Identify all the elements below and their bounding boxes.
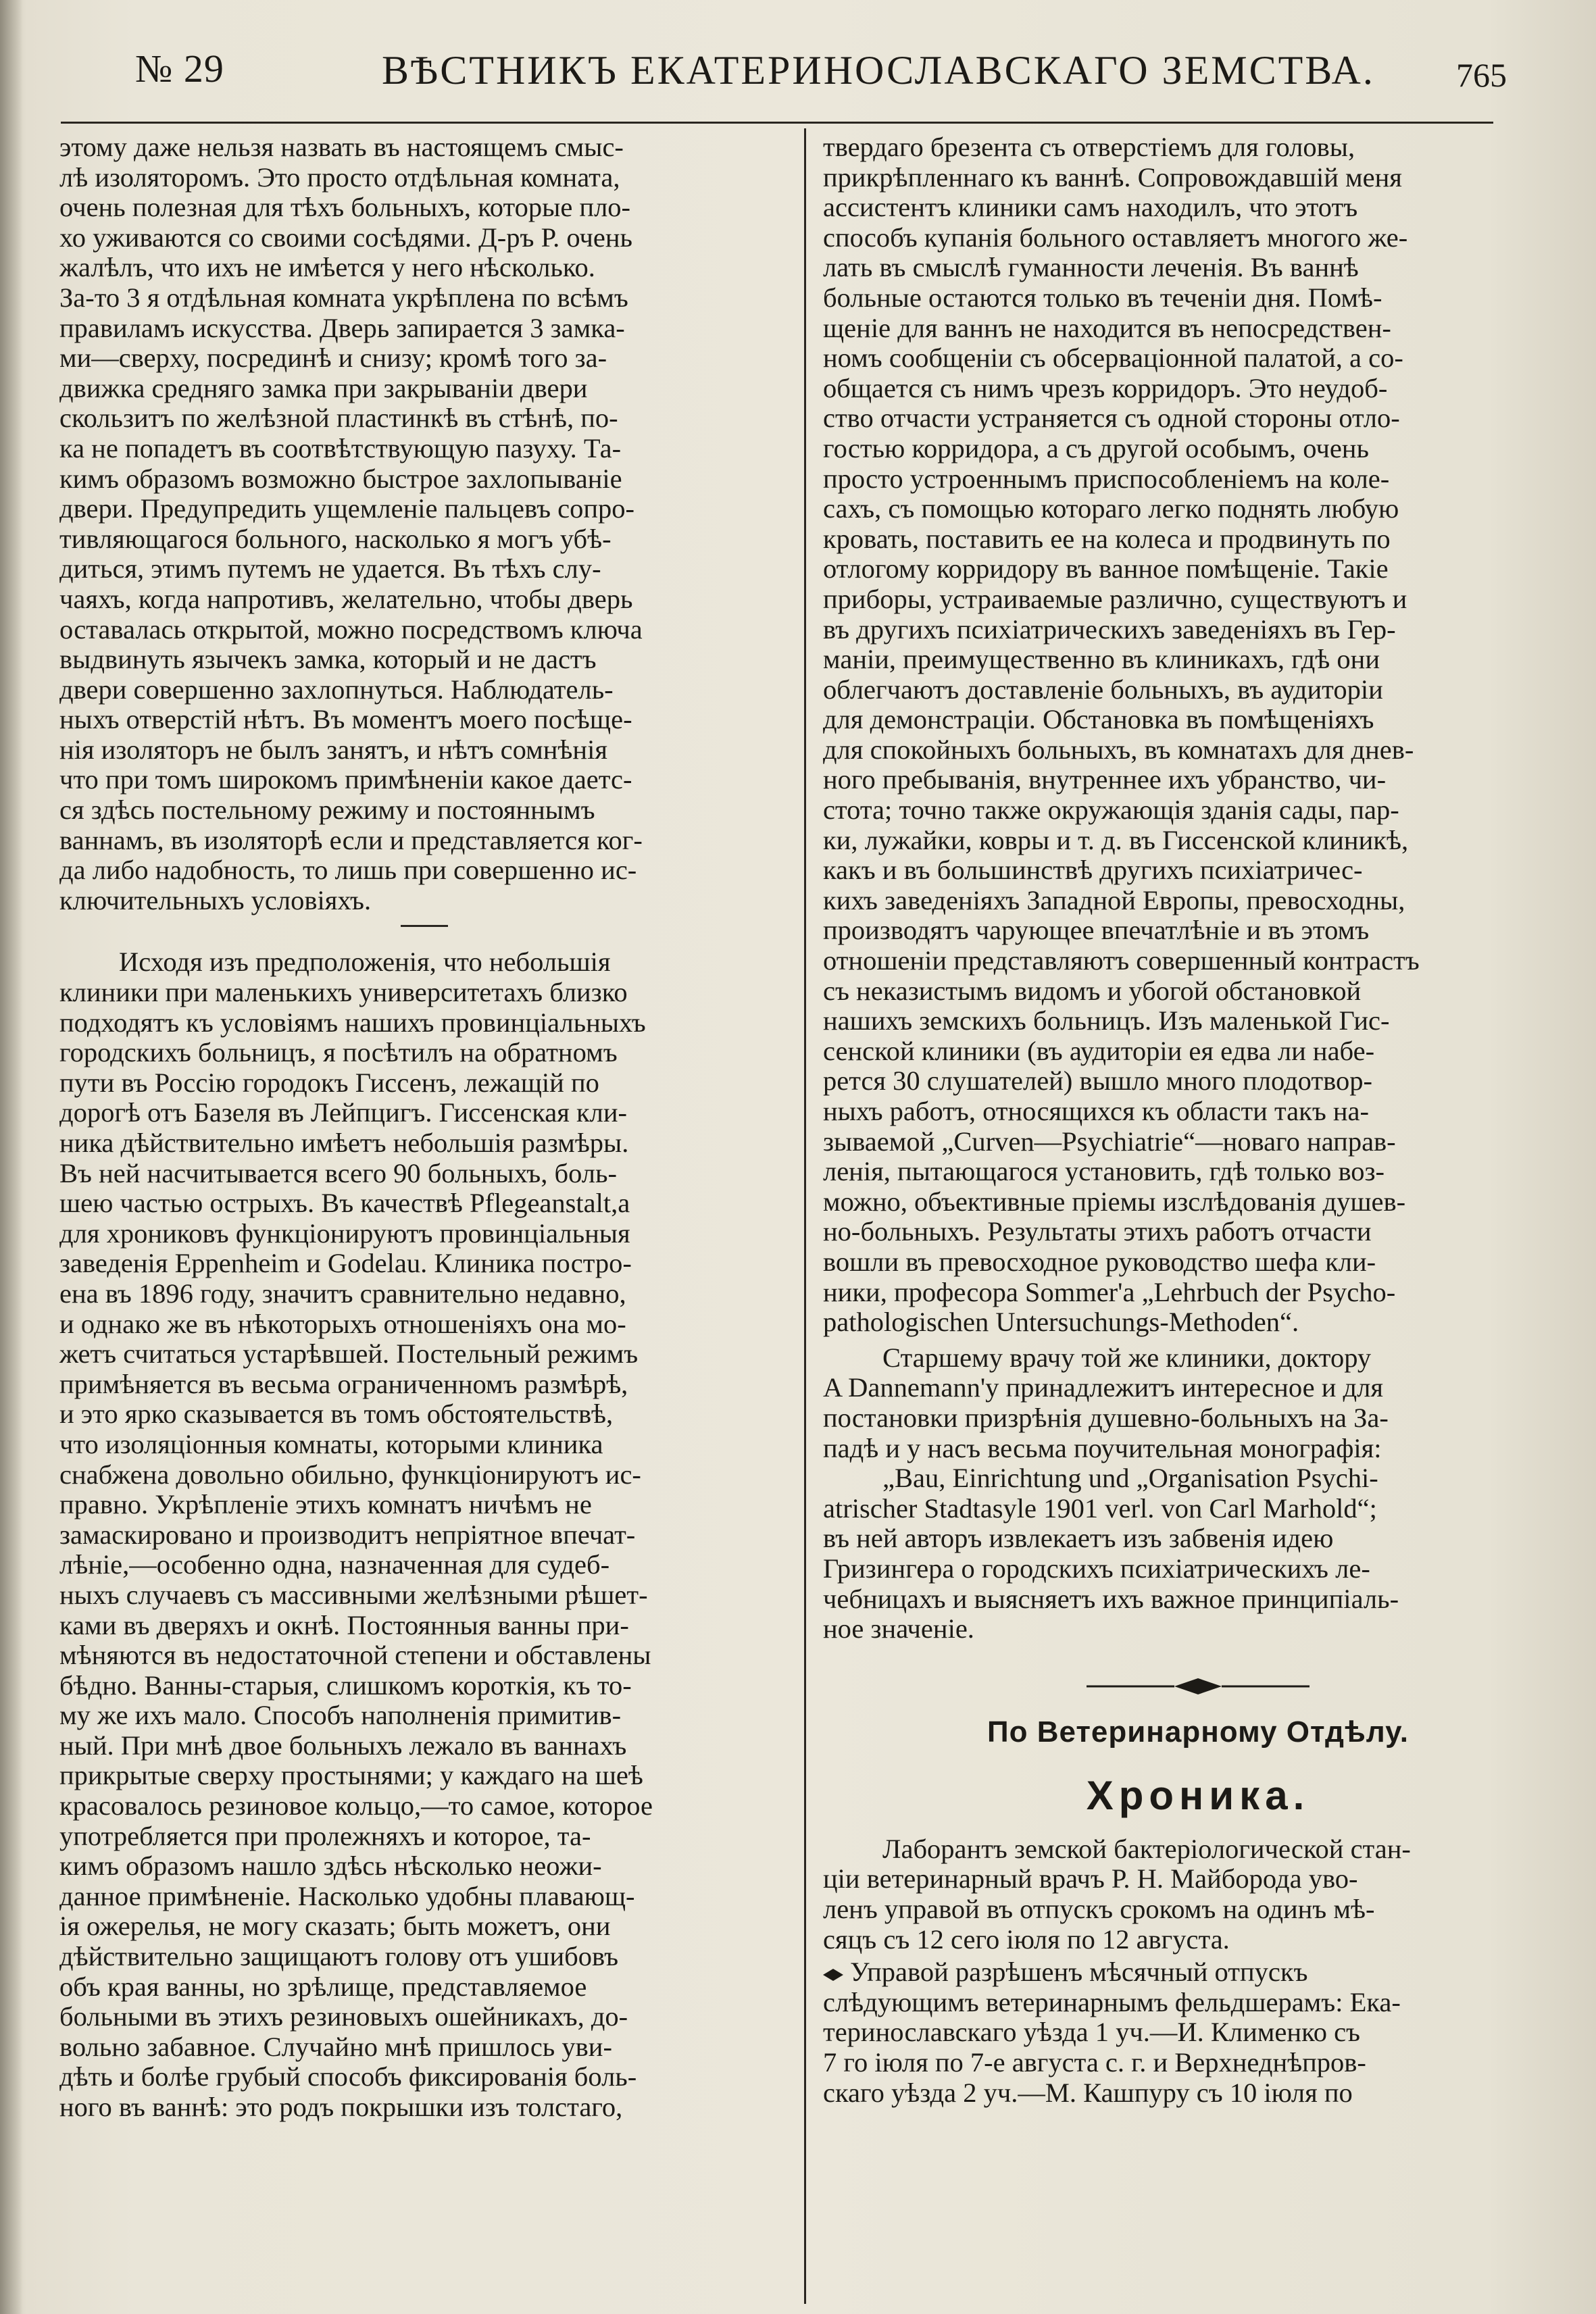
text-line: гостью корридора, а съ другой особымъ, очень — [823, 432, 1369, 463]
text-line: способъ купанія больного оставляетъ многого же- — [823, 222, 1408, 253]
text-line: ка не попадетъ въ соотвѣтствующую пазуху. Та- — [59, 432, 622, 463]
text-line: жетъ считаться устарѣвшей. Постельный режимъ — [59, 1338, 639, 1369]
text-line: больные остаются только въ теченіи дня. Помѣ- — [823, 282, 1382, 313]
text-line: ное значеніе. — [823, 1613, 974, 1644]
journal-title: ВѢСТНИКЪ ЕКАТЕРИНОСЛАВСКАГО ЗЕМСТВА. — [382, 48, 1375, 93]
text-line: двери. Предупредить ущемленіе пальцевъ сопро- — [59, 493, 635, 524]
text-line: общается съ нимъ чрезъ корридоръ. Это неудоб- — [823, 372, 1388, 403]
text-line: дѣйствительно защищаютъ голову отъ ушибовъ — [59, 1941, 619, 1972]
text-line: какъ и въ большинствѣ другихъ психіатричес- — [823, 855, 1363, 886]
text-line: бѣдно. Ванны-старыя, слишкомъ короткія, къ то- — [59, 1669, 632, 1701]
right-column — [823, 132, 1573, 2108]
text-line: для спокойныхъ больныхъ, въ комнатахъ для днев- — [823, 734, 1414, 765]
text-line: ленъ управой въ отпускъ срокомъ на одинъ мѣ- — [823, 1894, 1375, 1925]
text-line: можно, объективные пріемы изслѣдованія душев- — [823, 1186, 1406, 1217]
text-line: кровать, поставить ее на колеса и продвинуть по — [823, 523, 1391, 554]
text-line: тивляющагося больного, насколько я могъ убѣ- — [59, 523, 612, 554]
text-line: сенской клиники (въ аудиторіи ея едва ли набе- — [823, 1035, 1375, 1066]
text-line: данное примѣненіе. Насколько удобны плавающ- — [59, 1880, 635, 1911]
text-line: пути въ Россію городокъ Гиссенъ, лежащій по — [59, 1067, 599, 1098]
text-line: Гризингера о городскихъ психіатрическихъ ле- — [823, 1553, 1370, 1584]
book-citation — [823, 1463, 1573, 1524]
text-line: дорогѣ отъ Базеля въ Лейпцигъ. Гиссенская кли- — [59, 1097, 628, 1128]
paragraph — [59, 947, 789, 2122]
text-line: ваннамъ, въ изоляторѣ если и представляется ког- — [59, 824, 643, 855]
text-line: atrischer Stadtasyle 1901 verl. von Carl Marhold“; — [823, 1492, 1377, 1524]
text-line: облегчаютъ доставленіе больныхъ, въ аудиторіи — [823, 674, 1383, 705]
text-line: теринославскаго уѣзда 1 уч.—И. Клименко съ — [823, 2017, 1360, 2048]
text-line: правиламъ искусства. Дверь запирается 3 замка- — [59, 312, 625, 343]
text-line: выдвинуть язычекъ замка, который и не дастъ — [59, 644, 597, 675]
text-line: что при томъ широкомъ примѣненіи какое даетс- — [59, 764, 632, 795]
text-line: замаскировано и производитъ непріятное впечат- — [59, 1519, 636, 1550]
text-line: заведенія Eppenheim и Godelau. Клиника постро- — [59, 1248, 632, 1279]
text-line: этому даже нельзя назвать въ настоящемъ смыс- — [59, 132, 624, 162]
text-line: красовалось резиновое кольцо,—то самое, которое — [59, 1790, 653, 1821]
text-line: нашихъ земскихъ больницъ. Изъ маленькой Гис- — [823, 1005, 1390, 1036]
text-line: въ ней авторъ извлекаетъ изъ забвенія идею — [823, 1523, 1334, 1554]
text-line: ного въ ваннѣ: это родъ покрышки изъ толстаго, — [59, 2092, 623, 2122]
text-line: лѣніе,—особенно одна, назначенная для судеб- — [59, 1549, 610, 1580]
text-line: правно. Укрѣпленіе этихъ комнатъ ничѣмъ не — [59, 1489, 592, 1520]
text-line: ія ожерелья, не могу сказать; быть можетъ, они — [59, 1911, 611, 1942]
text-line: ки, лужайки, ковры и т. д. въ Гиссенской клиникѣ, — [823, 824, 1409, 855]
text-line: ники, професора Sommer'а „Lehrbuch der Psycho- — [823, 1276, 1396, 1307]
text-line: щеніе для ваннъ не находится въ непосредствен- — [823, 312, 1391, 343]
text-line: объ края ванны, но зрѣлище, представляемое — [59, 1971, 587, 2002]
text-line: въ другихъ психіатрическихъ заведеніяхъ въ Гер- — [823, 613, 1396, 645]
text-line: мѣняются въ недостаточной степени и обставлены — [59, 1640, 651, 1671]
text-line: кимъ образомъ возможно быстрое захлопываніе — [59, 463, 622, 494]
text-line: зываемой „Curven—Psychiatrie“—новаго направ- — [823, 1126, 1396, 1157]
text-line: очень полезная для тѣхъ больныхъ, которые пло- — [59, 192, 631, 223]
text-line: номъ сообщеніи съ обсерваціонной палатой, а со- — [823, 343, 1403, 374]
text-line: жалѣлъ, что ихъ не имѣется у него нѣсколько. — [59, 252, 595, 283]
text-line: но-больныхъ. Результаты этихъ работъ отчасти — [823, 1216, 1372, 1247]
text-line: слѣдующимъ ветеринарнымъ фельдшерамъ: Ека- — [823, 1986, 1401, 2017]
text-line: больными въ этихъ резиновыхъ ошейникахъ, до- — [59, 2001, 628, 2032]
news-item — [823, 1957, 1573, 2108]
page-header — [61, 42, 1520, 116]
paragraph — [823, 132, 1573, 1338]
text-line: стота; точно также окружающія зданія сады, пар- — [823, 795, 1399, 826]
column-divider — [804, 128, 806, 2304]
section-heading: По Ветеринарному Отдѣлу. — [987, 1715, 1410, 1749]
text-line: A Dannemann'у принадлежитъ интересное и для — [823, 1372, 1383, 1403]
text-line: употребляется при пролежняхъ и которое, та- — [59, 1820, 591, 1851]
news-item — [823, 1834, 1573, 1955]
text-line: Управой разрѣшенъ мѣсячный отпускъ — [823, 1957, 1573, 1988]
text-line: твердаго брезента съ отверстіемъ для головы, — [823, 132, 1355, 162]
text-line: ціи ветеринарный врачъ Р. Н. Майборода уво- — [823, 1863, 1358, 1894]
text-line: да либо надобность, то лишь при совершенно ис- — [59, 855, 637, 886]
page-binding-edge — [0, 0, 23, 2314]
text-line: подходятъ къ условіямъ нашихъ провинціальныхъ — [59, 1007, 646, 1038]
text-line: Въ ней насчитывается всего 90 больныхъ, боль- — [59, 1157, 617, 1188]
text-line: Лаборантъ земской бактеріологической стан- — [882, 1833, 1411, 1864]
text-line: pathologischen Untersuchungs-Methoden“. — [823, 1307, 1299, 1338]
text-line: ми—сверху, посрединѣ и снизу; кромѣ того за- — [59, 343, 607, 374]
text-line: ныхъ случаевъ съ массивными желѣзными рѣшет- — [59, 1579, 648, 1610]
chronicle-heading: Хроника. — [1086, 1773, 1310, 1819]
text-line: для хрониковъ функціонируютъ провинціальныя — [59, 1217, 630, 1249]
text-line: кимъ образомъ нашло здѣсь нѣсколько неожи- — [59, 1851, 602, 1882]
text-line: му же ихъ мало. Способъ наполненія примитив- — [59, 1700, 622, 1731]
text-line: двери совершенно захлопнуться. Наблюдатель- — [59, 674, 614, 705]
text-line: ками въ дверяхъ и окнѣ. Постоянныя ванны при- — [59, 1609, 629, 1640]
text-line: ство отчасти устраняется съ одной стороны отло- — [823, 403, 1400, 434]
text-line: ного пребыванія, внутреннее ихъ убранство, чи- — [823, 764, 1387, 795]
paragraph — [823, 1524, 1573, 1644]
text-line: отношеніи представляютъ совершенный контрастъ — [823, 945, 1420, 976]
text-line: вошли въ превосходное руководство шефа кли- — [823, 1246, 1376, 1277]
text-line: Старшему врачу той же клиники, доктору — [882, 1342, 1372, 1373]
text-line: ный. При мнѣ двое больныхъ лежало въ ваннахъ — [59, 1730, 627, 1761]
text-line: чебницахъ и выясняетъ ихъ важное принципіаль- — [823, 1583, 1399, 1614]
text-line: дѣть и болѣе грубый способъ фиксированія боль- — [59, 2061, 637, 2092]
text-line: снабжена довольно обильно, функціонируютъ ис- — [59, 1459, 641, 1490]
text-line: Исходя изъ предположенія, что небольшія — [119, 947, 611, 978]
text-line: движка средняго замка при закрываніи двери — [59, 372, 588, 403]
text-line: кихъ заведеніяхъ Западной Европы, превосходны, — [823, 884, 1405, 915]
text-line: сяцъ съ 12 сего іюля по 12 августа. — [823, 1923, 1230, 1955]
text-line: клиники при маленькихъ университетахъ близко — [59, 977, 628, 1008]
text-line: маніи, преимущественно въ клиникахъ, гдѣ они — [823, 644, 1380, 675]
text-line: падѣ и у насъ весьма поучительная монографія: — [823, 1432, 1382, 1463]
section-separator — [401, 925, 448, 927]
text-line: постановки призрѣнія душевно-больныхъ на За- — [823, 1402, 1389, 1433]
text-line: вольно забавное. Случайно мнѣ пришлось уви- — [59, 2031, 612, 2062]
header-rule — [61, 122, 1493, 124]
text-line: сахъ, съ помощью котораго легко поднять любую — [823, 493, 1399, 524]
text-line: лать въ смыслѣ гуманности леченія. Въ ваннѣ — [823, 252, 1359, 283]
text-line: За-то 3 я отдѣльная комната укрѣплена по всѣмъ — [59, 282, 628, 313]
text-line: „Bau, Einrichtung und „Organisation Psychi- — [882, 1463, 1378, 1494]
text-line: чаяхъ, когда напротивъ, желательно, чтобы дверь — [59, 583, 633, 614]
paragraph — [823, 1343, 1573, 1463]
text-line: и это ярко сказывается въ томъ обстоятельствѣ, — [59, 1399, 614, 1430]
text-line: ныхъ работъ, относящихся къ области такъ на- — [823, 1096, 1370, 1126]
text-line: скаго уѣзда 2 уч.—М. Кашпуру съ 10 іюля по — [823, 2077, 1353, 2108]
text-line: производятъ чарующее впечатлѣніе и въ этомъ — [823, 915, 1370, 946]
text-line: ключительныхъ условіяхъ. — [59, 884, 372, 915]
issue-number: № 29 — [135, 47, 224, 91]
text-line: шею частью острыхъ. Въ качествѣ Pflegeanstalt,а — [59, 1188, 630, 1219]
text-line: съ неказистымъ видомъ и убогой обстановкой — [823, 975, 1362, 1006]
text-line: прикрытые сверху простынями; у каждаго на шеѣ — [59, 1760, 643, 1791]
text-line: и однако же въ нѣкоторыхъ отношеніяхъ она мо- — [59, 1308, 626, 1339]
text-line: 7 го іюля по 7-е августа с. г. и Верхнеднѣпров- — [823, 2047, 1366, 2078]
text-line: городскихъ больницъ, я посѣтилъ на обратномъ — [59, 1037, 618, 1068]
page-number: 765 — [1456, 56, 1507, 94]
bullet-diamond-icon — [823, 1967, 843, 1982]
text-line: хо уживаются со своими сосѣдями. Д-ръ Р. очень — [59, 222, 633, 253]
text-line: что изоляціонныя комнаты, которыми клиника — [59, 1428, 603, 1459]
text-line: лѣ изоляторомъ. Это просто отдѣльная комната, — [59, 161, 620, 193]
text-line: для демонстраціи. Обстановка въ помѣщеніяхъ — [823, 704, 1374, 735]
text-line: скользитъ по желѣзной пластинкѣ въ стѣнѣ, по- — [59, 403, 618, 434]
text-line: примѣняется въ весьма ограниченномъ размѣрѣ, — [59, 1368, 628, 1399]
text-line: оставалась открытой, можно посредствомъ ключа — [59, 613, 643, 645]
text-line: прикрѣпленнаго къ ваннѣ. Сопровождавшій меня — [823, 161, 1402, 193]
text-line: ена въ 1896 году, значитъ сравнительно недавно, — [59, 1278, 626, 1309]
text-line: ныхъ отверстій нѣтъ. Въ моментъ моего посѣще- — [59, 704, 632, 735]
text-line: рется 30 слушателей) вышло много плодотвор- — [823, 1065, 1372, 1097]
text-line: ленія, пытающагося установить, гдѣ только воз- — [823, 1156, 1385, 1187]
text-line: просто устроеннымъ приспособленіемъ на коле- — [823, 463, 1390, 494]
text-line: диться, этимъ путемъ не удается. Въ тѣхъ слу- — [59, 553, 601, 584]
text-line: отлогому корридору въ ванное помѣщеніе. Такіе — [823, 553, 1389, 584]
text-line: нія изоляторъ не былъ занятъ, и нѣтъ сомнѣнія — [59, 734, 607, 765]
left-column — [59, 132, 789, 2123]
text-line: ника дѣйствительно имѣетъ небольшія размѣры. — [59, 1128, 629, 1158]
ornament-divider — [1087, 1674, 1310, 1699]
text-line: ассистентъ клиники самъ находилъ, что этотъ — [823, 192, 1358, 223]
text-line: приборы, устраиваемые различно, существуютъ и — [823, 583, 1407, 614]
paragraph — [59, 132, 789, 915]
text-line: ся здѣсь постельному режиму и постояннымъ — [59, 795, 595, 826]
